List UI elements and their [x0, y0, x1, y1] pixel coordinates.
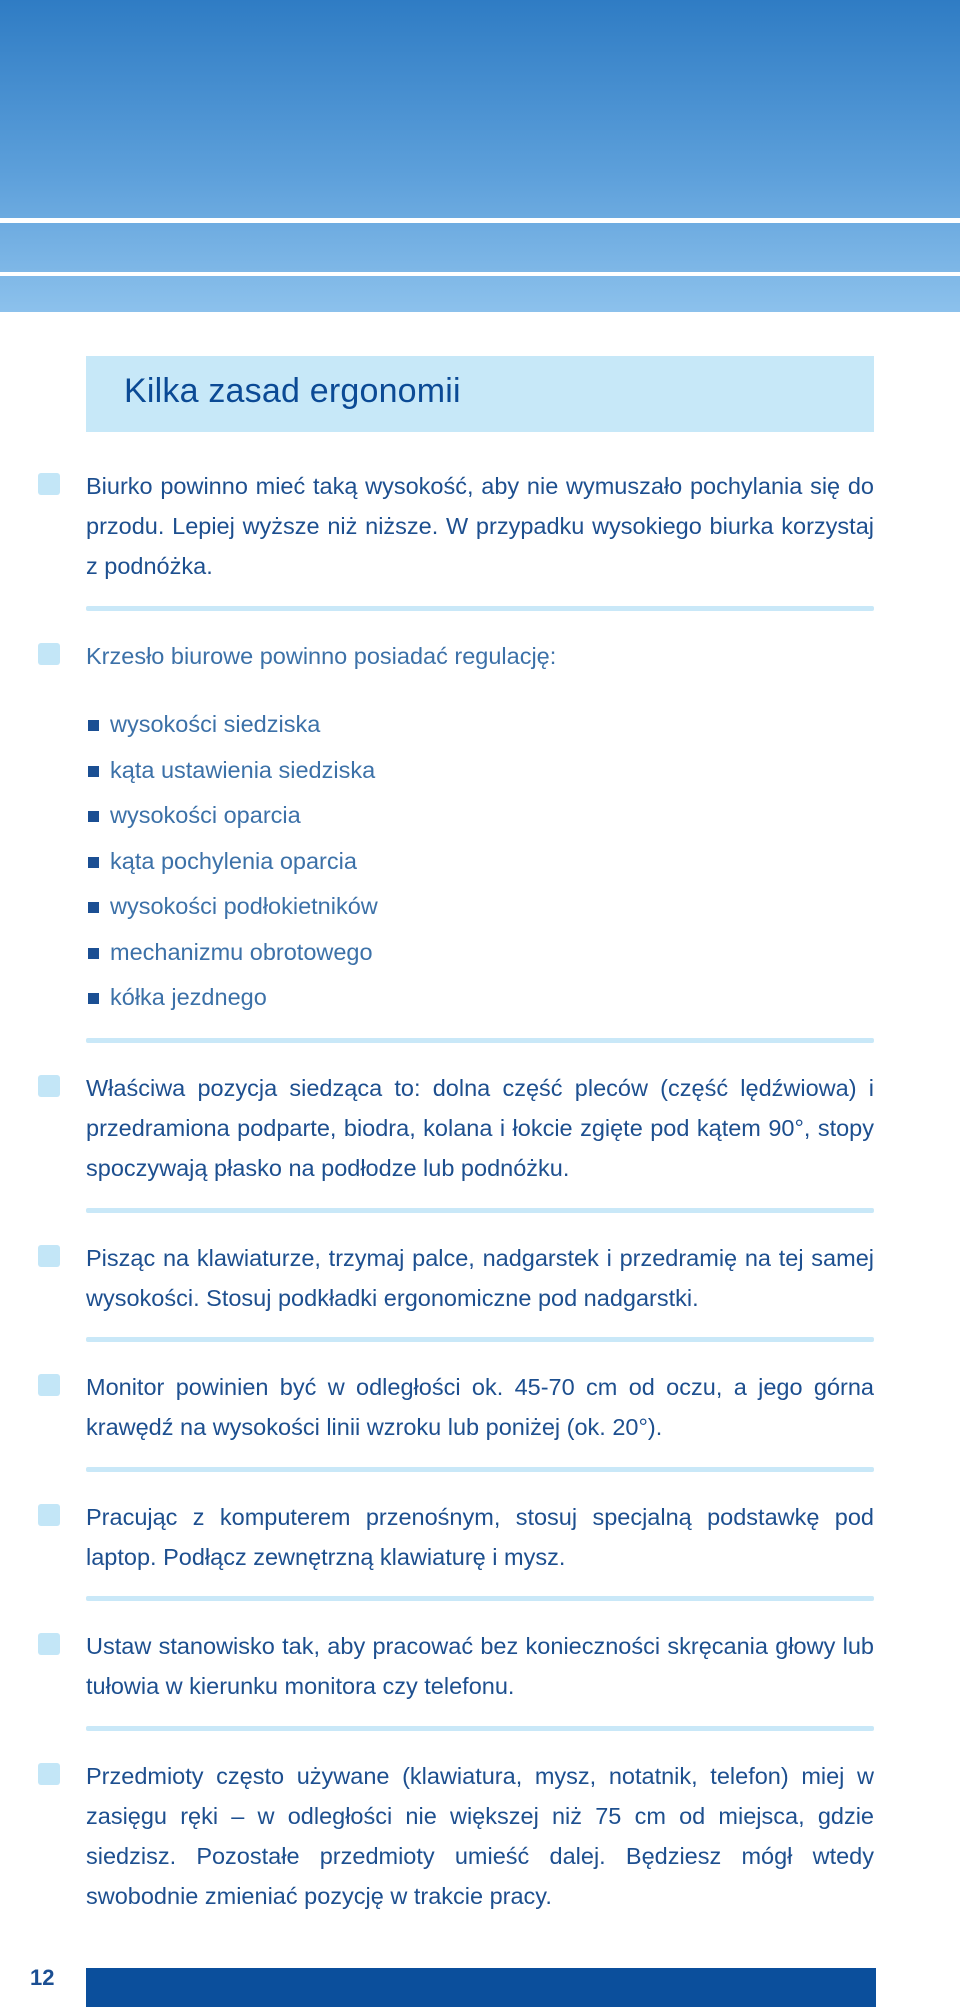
list-item [86, 839, 874, 885]
square-bullet-icon [88, 811, 99, 822]
rule-text: Pracując z komputerem przenośnym, stosuj specjalną podstawkę pod laptop. Podłącz zewnętrzną klawiaturę i mysz. [86, 1504, 874, 1570]
rule-item [86, 1238, 874, 1318]
page-title: Kilka zasad ergonomii [124, 372, 461, 410]
list-item-text: wysokości oparcia [110, 802, 301, 828]
rule-item [86, 466, 874, 586]
rule-item [86, 636, 874, 676]
square-bullet-icon [38, 1504, 60, 1526]
rule-item [86, 1367, 874, 1447]
square-bullet-icon [38, 1763, 60, 1785]
square-bullet-icon [38, 1374, 60, 1396]
list-item [86, 930, 874, 976]
square-bullet-icon [88, 857, 99, 868]
square-bullet-icon [88, 902, 99, 913]
header-stripe [0, 272, 960, 276]
page-number: 12 [30, 1965, 55, 1990]
rule-text: Monitor powinien być w odległości ok. 45-70 cm od oczu, a jego górna krawędź na wysokości linii wzroku lub poniżej (ok. 20°). [86, 1374, 874, 1440]
list-item [86, 975, 874, 1021]
title-box [86, 356, 874, 432]
divider [86, 1726, 874, 1731]
square-bullet-icon [38, 1245, 60, 1267]
list-item [86, 748, 874, 794]
header-band [0, 0, 960, 312]
divider [86, 1596, 874, 1601]
list-item [86, 702, 874, 748]
square-bullet-icon [38, 1075, 60, 1097]
chair-adjustment-list [86, 702, 874, 1021]
list-item-text: kółka jezdnego [110, 984, 267, 1010]
rule-text: Ustaw stanowisko tak, aby pracować bez konieczności skręcania głowy lub tułowia w kierunku monitora czy telefonu. [86, 1633, 874, 1699]
rule-item [86, 1497, 874, 1577]
rule-text: Pisząc na klawiaturze, trzymaj palce, nadgarstek i przedramię na tej samej wysokości. Stosuj podkładki ergonomiczne pod nadgarstki. [86, 1245, 874, 1311]
divider [86, 606, 874, 611]
list-item-text: kąta pochylenia oparcia [110, 847, 357, 874]
square-bullet-icon [38, 1633, 60, 1655]
square-bullet-icon [88, 766, 99, 777]
square-bullet-icon [88, 993, 99, 1004]
list-item [86, 793, 874, 839]
list-item-text: mechanizmu obrotowego [110, 938, 373, 965]
square-bullet-icon [38, 643, 60, 665]
square-bullet-icon [88, 948, 99, 959]
list-item-text: wysokości podłokietników [110, 893, 378, 919]
rule-text: Krzesło biurowe powinno posiadać regulację: [86, 643, 557, 669]
divider [86, 1038, 874, 1043]
rule-item [86, 1068, 874, 1188]
list-item-text: wysokości siedziska [110, 711, 321, 737]
rule-item [86, 1756, 874, 1916]
rule-text: Biurko powinno mieć taką wysokość, aby nie wymuszało pochylania się do przodu. Lepiej wyższe niż niższe. W przypadku wysokiego biurka korzystaj z podnóżka. [86, 473, 874, 579]
divider [86, 1208, 874, 1213]
divider [86, 1337, 874, 1342]
square-bullet-icon [88, 720, 99, 731]
list-item [86, 884, 874, 930]
rule-text: Właściwa pozycja siedząca to: dolna część pleców (część lędźwiowa) i przedramiona podparte, biodra, kolana i łokcie zgięte pod kątem 90°, stopy spoczywają płasko na podłodze lub podnóżku. [86, 1075, 874, 1181]
rule-item [86, 1626, 874, 1706]
footer-bar [86, 1968, 876, 2007]
square-bullet-icon [38, 473, 60, 495]
header-stripe [0, 218, 960, 223]
rule-text: Przedmioty często używane (klawiatura, mysz, notatnik, telefon) miej w zasięgu ręki – w odległości nie większej niż 75 cm od miejsca, gdzie siedzisz. Pozostałe przedmioty umieść dalej. Będziesz mógł wtedy swobodnie zmieniać pozycję w trakcie pracy. [86, 1763, 874, 1909]
list-item-text: kąta ustawienia siedziska [110, 756, 376, 783]
divider [86, 1467, 874, 1472]
